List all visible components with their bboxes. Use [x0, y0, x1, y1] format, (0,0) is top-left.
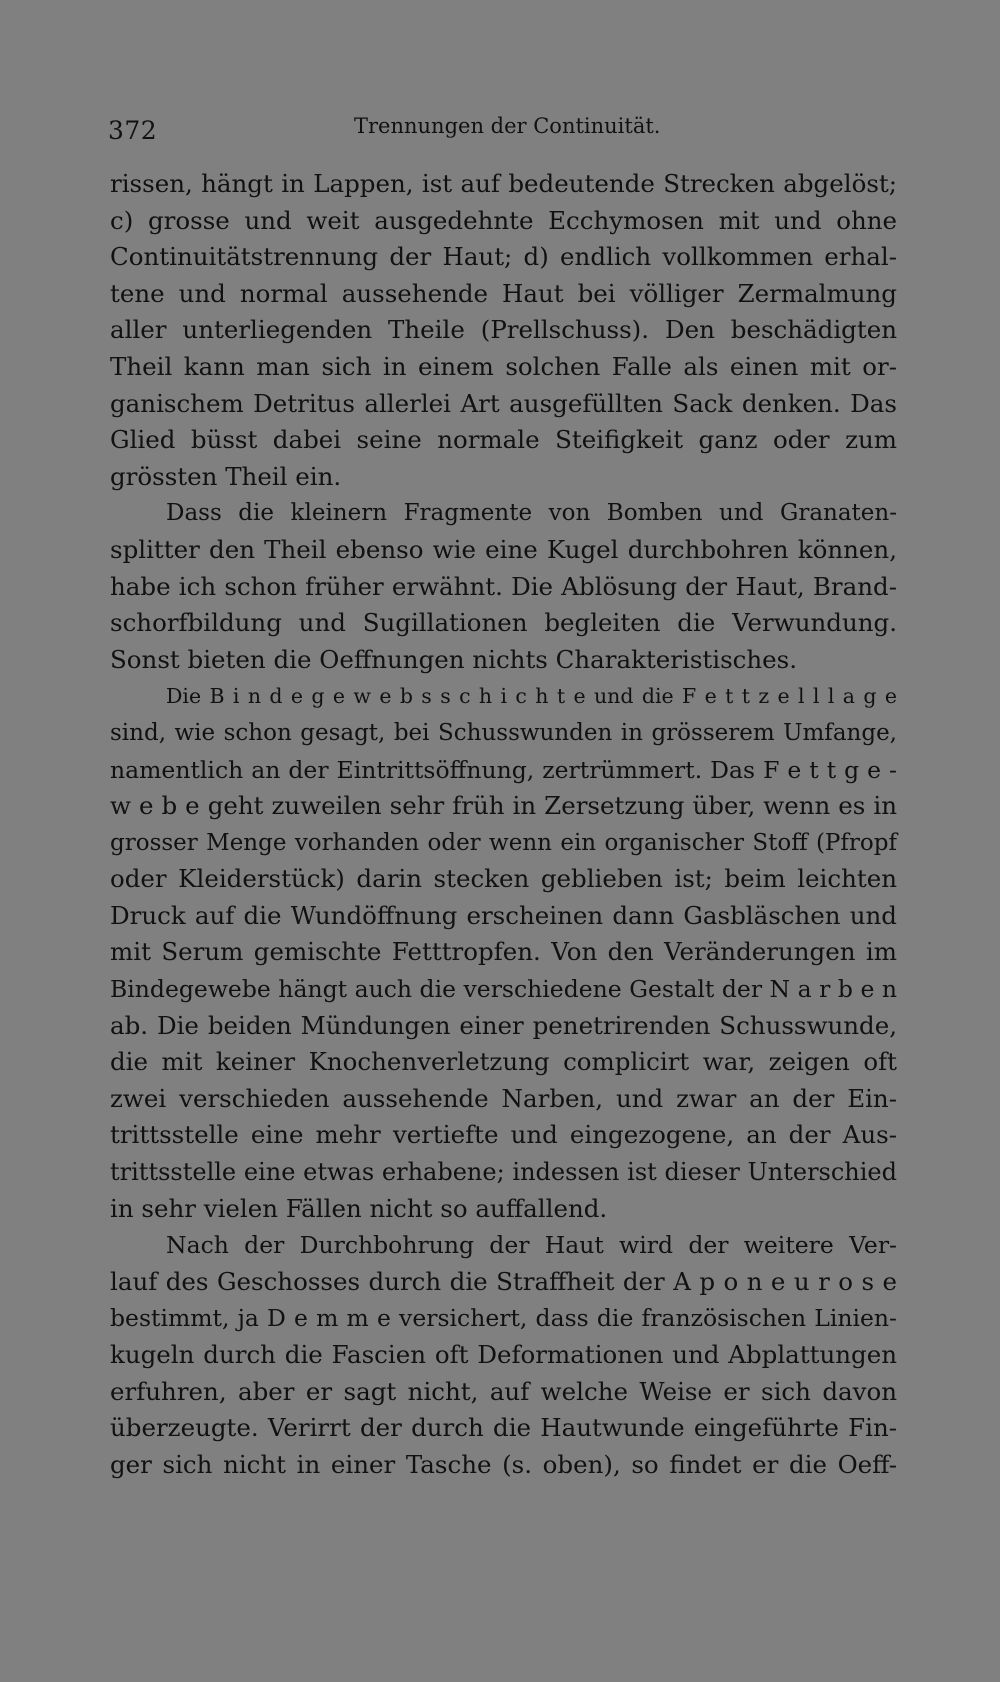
text-line: erfuhren, aber er sagt nicht, auf welche Weise er sich davon: [110, 1376, 897, 1406]
text-line: tene und normal aussehende Haut bei völliger Zermalmung: [110, 278, 897, 308]
text-line: sind, wie schon gesagt, bei Schusswunden in grösserem Umfange,: [110, 719, 897, 746]
running-title: Trennungen der Continuität.: [354, 114, 661, 138]
text-line: schorfbildung und Sugillationen begleiten die Verwundung.: [110, 608, 897, 638]
text-line: Sonst bieten die Oeffnungen nichts Charakteristisches.: [110, 644, 798, 674]
text-line: Nach der Durchbohrung der Haut wird der weitere Ver-: [166, 1231, 897, 1260]
text-line: rissen, hängt in Lappen, ist auf bedeutende Strecken abgelöst;: [110, 169, 897, 198]
text-line: bestimmt, ja D e m m e versichert, dass die französischen Linien-: [110, 1304, 897, 1333]
text-line: grössten Theil ein.: [110, 461, 342, 491]
text-line: lauf des Geschosses durch die Straffheit der A p o n e u r o s e: [110, 1266, 897, 1296]
text-line: trittsstelle eine etwas erhabene; indessen ist dieser Unterschied: [110, 1158, 897, 1187]
text-line: aller unterliegenden Theile (Prellschuss). Den beschädigten: [110, 315, 897, 345]
text-line: Continuitätstrennung der Haut; d) endlich vollkommen erhal-: [110, 242, 897, 272]
text-line: kugeln durch die Fascien oft Deformationen und Abplattungen: [110, 1340, 897, 1369]
text-line: ganischem Detritus allerlei Art ausgefüllten Sack denken. Das: [110, 388, 897, 418]
text-line: Glied büsst dabei seine normale Steifigkeit ganz oder zum: [110, 425, 897, 455]
text-line: namentlich an der Eintrittsöffnung, zertrümmert. Das F e t t g e -: [110, 755, 897, 784]
text-line: Bindegewebe hängt auch die verschiedene Gestalt der N a r b e n: [110, 975, 897, 1004]
text-line: zwei verschieden aussehende Narben, und zwar an der Ein-: [110, 1083, 897, 1113]
text-line: Dass die kleinern Fragmente von Bomben und Granaten-: [166, 500, 897, 527]
text-line: habe ich schon früher erwähnt. Die Ablösung der Haut, Brand-: [110, 571, 897, 601]
body-text: [110, 166, 897, 1483]
text-line: Die B i n d e g e w e b s s c h i c h t e und die F e t t z e l l l a g e: [166, 684, 897, 709]
text-line: ger sich nicht in einer Tasche (s. oben), so findet er die Oeff-: [110, 1449, 897, 1479]
text-line: w e b e geht zuweilen sehr früh in Zersetzung über, wenn es in: [110, 791, 897, 821]
text-line: Theil kann man sich in einem solchen Falle als einen mit or-: [110, 351, 897, 381]
text-line: in sehr vielen Fällen nicht so auffallend.: [110, 1193, 608, 1223]
text-line: die mit keiner Knochenverletzung complicirt war, zeigen oft: [110, 1047, 897, 1077]
text-line: splitter den Theil ebenso wie eine Kugel durchbohren können,: [110, 534, 897, 564]
page-number: 372: [108, 116, 158, 145]
text-line: trittsstelle eine mehr vertiefte und eingezogene, an der Aus-: [110, 1120, 897, 1150]
text-line: überzeugte. Verirrt der durch die Hautwunde eingeführte Fin-: [110, 1413, 897, 1443]
text-line: oder Kleiderstück) darin stecken geblieben ist; beim leichten: [110, 864, 897, 894]
text-line: c) grosse und weit ausgedehnte Ecchymosen mit und ohne: [110, 205, 897, 235]
page-header: [108, 112, 896, 152]
text-line: mit Serum gemischte Fetttropfen. Von den Veränderungen im: [110, 937, 897, 967]
text-line: Druck auf die Wundöffnung erscheinen dann Gasbläschen und: [110, 900, 897, 930]
text-line: ab. Die beiden Mündungen einer penetrirenden Schusswunde,: [110, 1010, 897, 1040]
text-line: grosser Menge vorhanden oder wenn ein organischer Stoff (Pfropf: [110, 829, 897, 856]
